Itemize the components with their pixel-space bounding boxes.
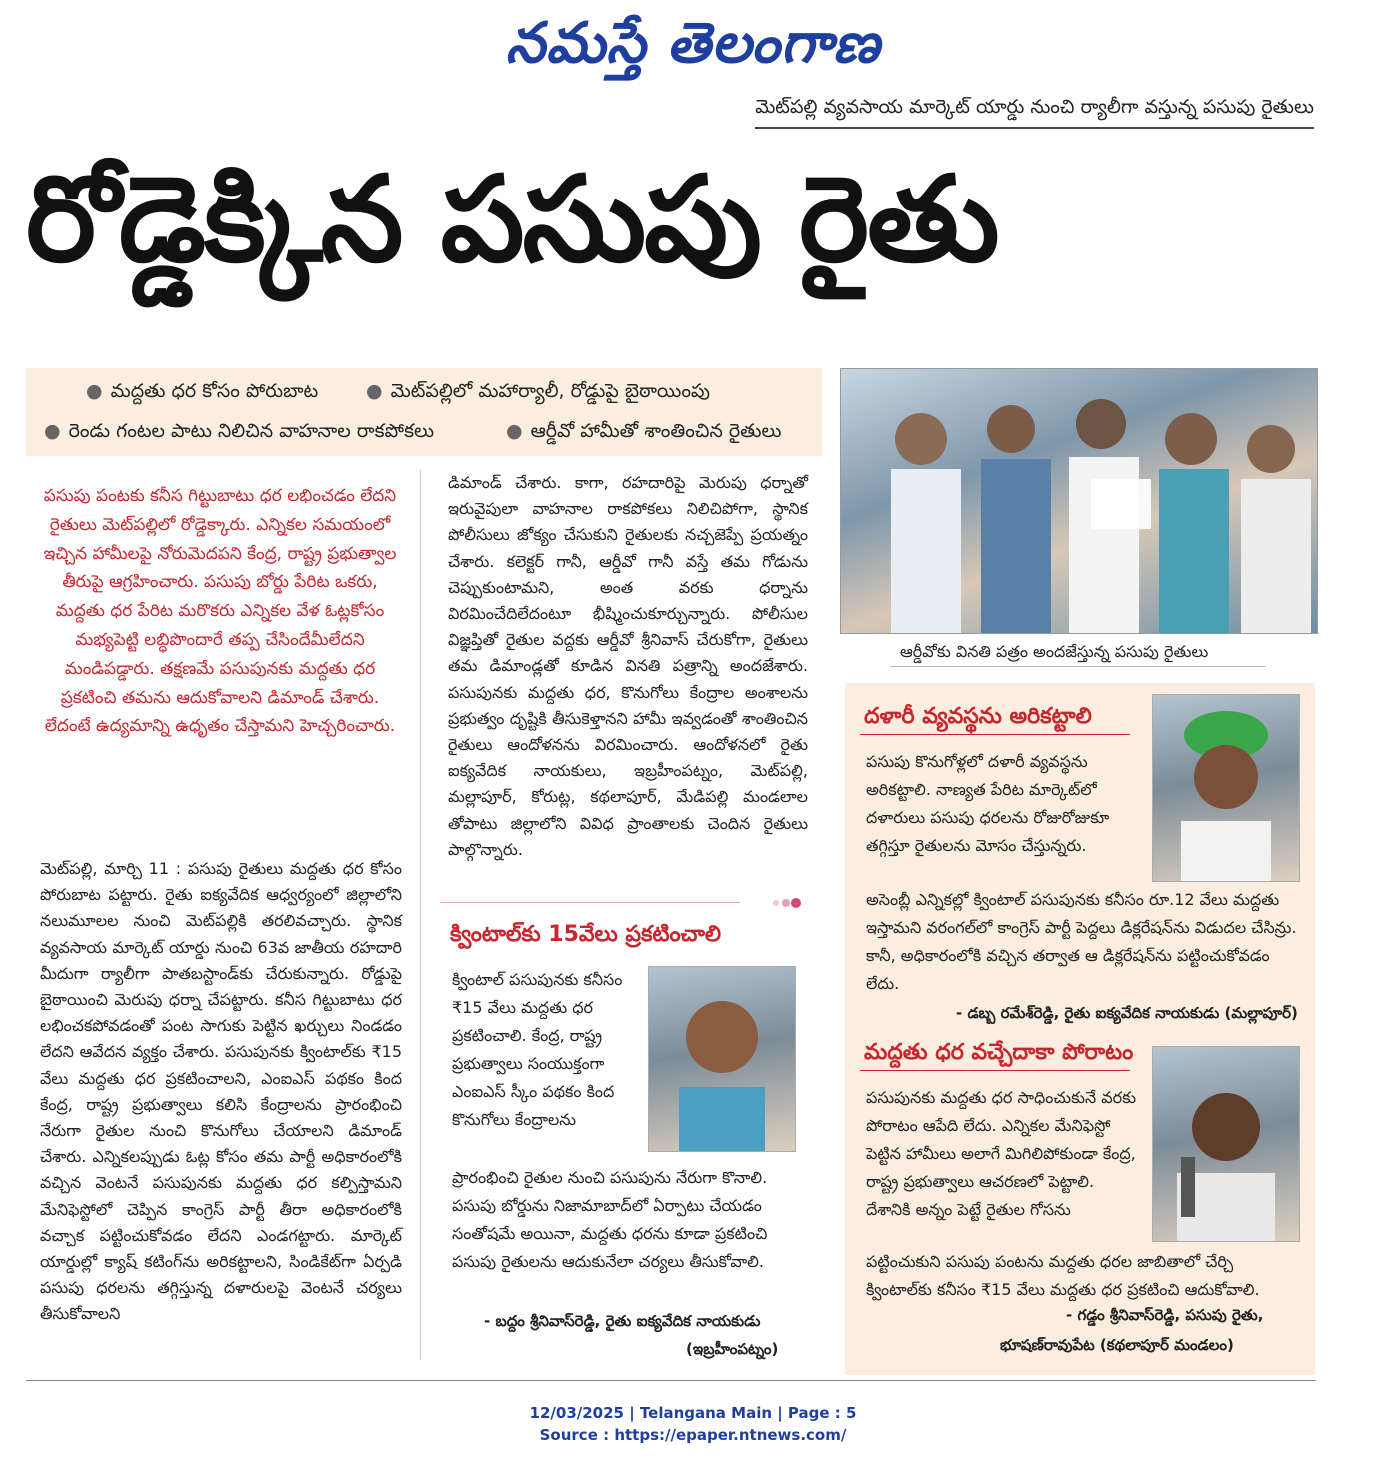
bullet-icon: ● — [86, 380, 103, 402]
quote-box-text: క్వింటాల్ పసుపునకు కనీసం ₹15 వేలు మద్దతు ధర ప్రకటించాలి. కేంద్ర, రాష్ట్ర ప్రభుత్వాలు సంయుక్తంగా ఎంఐఎస్ స్కీం పథకం కింద కొనుగోలు కేంద్రాలను — [452, 970, 623, 1129]
bullet-icon: ● — [44, 420, 61, 442]
masthead-logo: నమస్తే తెలంగాణ — [505, 10, 881, 76]
quote-box-text-continued: ప్రారంభించి రైతుల నుంచి పసుపును నేరుగా కొనాలి. పసుపు బోర్డును నిజామాబాద్‌లో ఏర్పాటు చేయడం సంతోషమే అయినా, మద్దతు ధరను కూడా ప్రకటించి పసుపు రైతులను ఆదుకునేలా చర్యలు తీసుకోవాలి. — [452, 1168, 768, 1271]
top-photo-caption: మెట్‌పల్లి వ్యవసాయ మార్కెట్ యార్డు నుంచి ర్యాలీగా వస్తున్న పసుపు రైతులు — [755, 96, 1314, 129]
bullet-icon: ● — [366, 380, 383, 402]
body-column-middle: డిమాండ్ చేశారు. కాగా, రహదారిపై మెరుపు ధర్నాతో ఇరువైపులా వాహనాల రాకపోకలు నిలిచిపోగా, స్థానిక పోలీసులు జోక్యం చేసుకుని రైతులకు నచ్చజెప్పే ప్రయత్నం చేశారు. కలెక్టర్ గానీ, ఆర్డీవో గానీ వస్తే తమ గోడును చెప్పుకుంటామని, అంత వరకు ధర్నాను విరమించేదిలేదంటూ భీష్మించుకూర్చున్నారు. పోలీసుల విజ్ఞప్తితో రైతుల వద్దకు ఆర్డీవో శ్రీనివాస్ చేరుకోగా, రైతులు తమ డిమాండ్లతో కూడిన వినతి పత్రాన్ని అందజేశారు. పసుపునకు మద్దతు ధర, కొనుగోలు కేంద్రాల అంశాలను ప్రభుత్వం దృష్టికి తీసుకెళ్తానని హామీ ఇవ్వడంతో శాంతించిన రైతులు ఆందోళనను విరమించారు. ఆందోళనలో రైతు ఐక్యవేదిక నాయకులు, ఇబ్రహీంపట్నం, మెట్‌పల్లి, మల్లాపూర్, కోరుట్ల, కథలాపూర్, మేడిపల్లి మండలాల తోపాటు జిల్లాలోని వివిధ ప్రాంతాలకు చెందిన రైతులు పాల్గొన్నారు. — [448, 473, 808, 859]
side-quote-title: మద్దతు ధర వచ్చేదాకా పోరాటం — [864, 1040, 1134, 1065]
bullet-icon: ● — [506, 420, 523, 442]
caption-underline — [890, 666, 1266, 667]
side-quote-signature: - గడ్డం శ్రీనివాస్‌రెడ్డి, పసుపు రైతు, — [1066, 1306, 1264, 1324]
portrait-photo — [1152, 1046, 1300, 1242]
person-portrait-illustration — [1153, 1047, 1299, 1241]
headline: రోడ్డెక్కిన పసుపు రైతు — [26, 150, 998, 288]
footer-date-line: 12/03/2025 | Telangana Main | Page : 5 — [529, 1404, 857, 1422]
side-quote-title: దళారీ వ్యవస్థను అరికట్టాలి — [864, 704, 1092, 729]
highlight-item: ● ఆర్డీవో హామీతో శాంతించిన రైతులు — [506, 420, 782, 442]
title-underline — [860, 734, 1130, 735]
intro-paragraph: పసుపు పంటకు కనీస గిట్టుబాటు ధర లభించడం లేదని రైతులు మెట్‌పల్లిలో రోడ్డెక్కారు. ఎన్నికల సమయంలో ఇచ్చిన హామీలపై నోరుమెదపని కేంద్ర, రాష్ట్ర ప్రభుత్వాల తీరుపై ఆగ్రహించారు. పసుపు బోర్డు పేరిట ఒకరు, మద్దతు ధర పేరిట మరొకరు ఎన్నికల వేళ ఓట్లకోసం మభ్యపెట్టి లబ్ధిపొందారే తప్ప చేసిందేమీలేదని మండిపడ్డారు. తక్షణమే పసుపునకు మద్దతు ధర ప్రకటించి తమను ఆదుకోవాలని డిమాండ్ చేశారు. లేదంటే ఉద్యమాన్ని ఉధృతం చేస్తామని హెచ్చరించారు. — [43, 486, 397, 737]
side-quote-signature-place: భూషణ్‌రావుపేట (కథలాపూర్ మండలం) — [1000, 1336, 1234, 1354]
column-divider — [420, 470, 421, 1360]
side-quote-text: పసుపు కొనుగోళ్లలో దళారీ వ్యవస్థను అరికట్టాలి. నాణ్యత పేరిట మార్కెట్‌లో దళారులు పసుపు ధరలను రోజురోజుకూ తగ్గిస్తూ రైతులను మోసం చేస్తున్నరు. — [866, 752, 1110, 855]
portrait-photo — [648, 966, 796, 1152]
farmers-crowd-illustration — [841, 369, 1317, 633]
portrait-photo — [1152, 694, 1300, 882]
quote-signature-place: (ఇబ్రహీంపట్నం) — [686, 1340, 779, 1358]
person-portrait-illustration — [1153, 695, 1299, 881]
highlight-item: ● రెండు గంటల పాటు నిలిచిన వాహనాల రాకపోకలు — [44, 420, 435, 442]
side-quote-text: పసుపునకు మద్దతు ధర సాధించుకునే వరకు పోరాటం ఆపేది లేదు. ఎన్నికల మేనిఫెస్టో పెట్టిన హామీలు అలాగే మిగిలిపోకుండా కేంద్ర, రాష్ట్ర ప్రభుత్వాలు ఆచరణలో పెట్టాలి. దేశానికి అన్నం పెట్టే రైతుల గోసను — [866, 1088, 1137, 1219]
highlight-item: ● మద్దతు ధర కోసం పోరుబాట — [86, 380, 319, 402]
highlights-box — [26, 368, 822, 456]
quote-box-title: క్వింటాల్‌కు 15వేలు ప్రకటించాలి — [450, 922, 722, 947]
main-photo — [840, 368, 1318, 634]
side-quote-text-continued: పట్టించుకుని పసుపు పంటను మద్దతు ధరల జాబితాలో చేర్చి క్వింటాల్‌కు కనీసం ₹15 వేలు మద్దతు ధర ప్రకటించి ఆదుకోవాలి. — [866, 1252, 1260, 1299]
side-quote-text-continued: అసెంబ్లీ ఎన్నికల్లో క్వింటాల్ పసుపునకు కనీసం రూ.12 వేలు మద్దతు ఇస్తామని వరంగల్‌లో కాంగ్రెస్ పార్టీ పెద్దలు డిక్లరేషన్‌ను విడుదల చేసిన్రు. కానీ, అధికారంలోకి వచ్చిన తర్వాత ఆ డిక్లరేషన్‌ను పట్టించుకోవడం లేదు. — [866, 890, 1297, 993]
side-quote-signature: - డబ్బ రమేశ్‌రెడ్డి, రైతు ఐక్యవేదిక నాయకుడు (మల్లాపూర్) — [956, 1004, 1298, 1022]
footer-source-link[interactable]: Source : https://epaper.ntnews.com/ — [539, 1426, 847, 1444]
main-photo-caption: ఆర్డీవోకు వినతి పత్రం అందజేస్తున్న పసుపు రైతులు — [900, 642, 1209, 661]
dots-ornament-icon — [740, 898, 806, 908]
section-separator — [440, 898, 806, 908]
quote-signature: - బద్దం శ్రీనివాస్‌రెడ్డి, రైతు ఐక్యవేదిక నాయకుడు — [484, 1312, 761, 1330]
body-column-left: మెట్‌పల్లి, మార్చి 11 : పసుపు రైతులు మద్దతు ధర కోసం పోరుబాట పట్టారు. రైతు ఐక్యవేదిక ఆధ్వర్యంలో జిల్లాలోని నలుమూలల నుంచి మెట్‌పల్లికి తరలివచ్చారు. స్థానిక వ్యవసాయ మార్కెట్ యార్డు నుంచి 63వ జాతీయ రహదారి మీదుగా ర్యాలీగా పాతబస్టాండ్‌కు చేరుకున్నారు. రోడ్డుపై బైఠాయించి మెరుపు ధర్నా చేపట్టారు. కనీస గిట్టుబాటు ధర లభించకపోవడంతో పంట సాగుకు పెట్టిన ఖర్చులు నిండడం లేదని ఆవేదన వ్యక్తం చేశారు. పసుపునకు క్వింటాల్‌కు ₹15 వేలు మద్దతు ధర ప్రకటించాలని, ఎంఐఎస్ పథకం కింద కేంద్ర, రాష్ట్ర ప్రభుత్వాలు కలిసి కేంద్రాలను ప్రారంభించి నేరుగా రైతుల నుంచి కొనుగోలు చేయాలని డిమాండ్ చేశారు. ఎన్నికలప్పుడు ఓట్ల కోసం తమ పార్టీ అధికారంలోకి వచ్చిన వెంటనే పసుపునకు మద్దతు ధర కల్పిస్తామని మేనిఫెస్టోలో చెప్పిన కాంగ్రెస్ పార్టీ తీరా అధికారంలోకి వచ్చాక పట్టించుకోవడం లేదని ఎండగట్టారు. మార్కెట్ యార్డుల్లో క్యాష్ కటింగ్‌ను అరికట్టాలని, సిండికేట్‌గా ఏర్పడి పసుపు ధరలను తగ్గిస్తున్న దళారులపై వెంటనే చర్యలు తీసుకోవాలని — [40, 859, 402, 1324]
person-portrait-illustration — [649, 967, 795, 1151]
highlight-item: ● మెట్‌పల్లిలో మహార్యాలీ, రోడ్డుపై బైఠాయింపు — [366, 380, 710, 402]
title-underline — [860, 1070, 1130, 1071]
page-bottom-rule — [26, 1380, 1316, 1381]
